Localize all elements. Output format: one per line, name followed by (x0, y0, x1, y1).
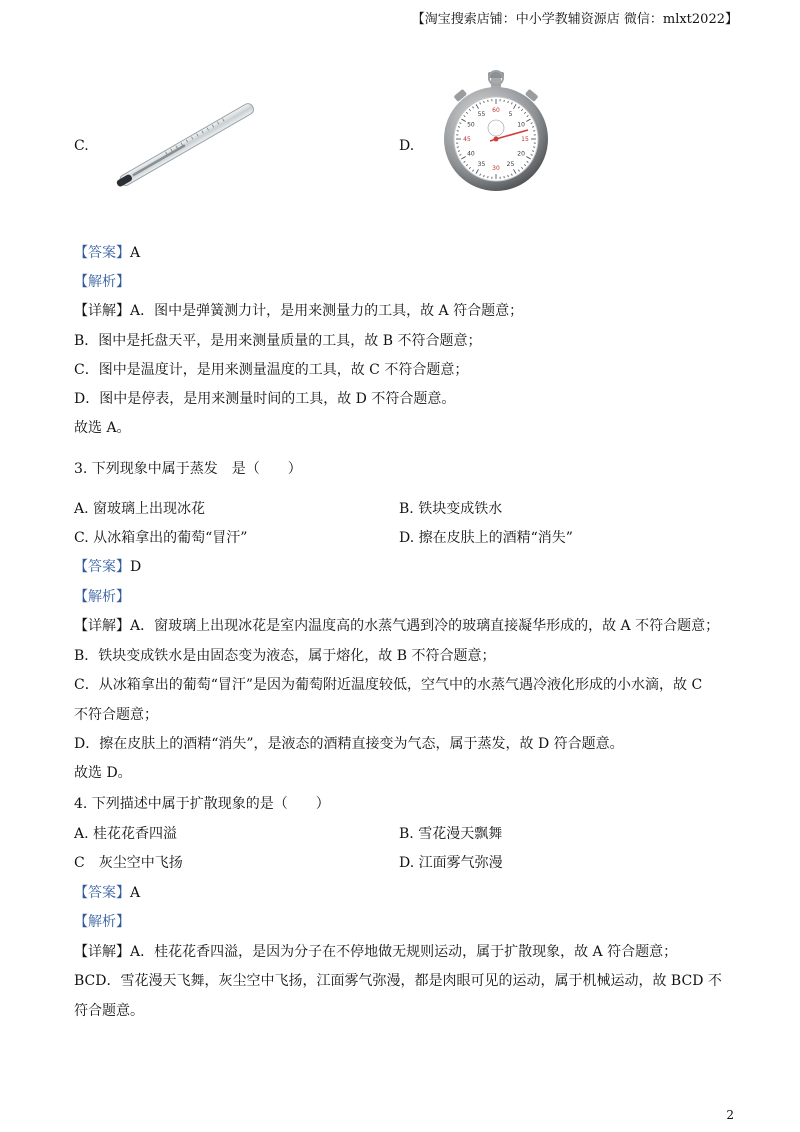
q4-analysis-label: 【解析】 (74, 914, 130, 930)
q4-option-a: A. 桂花花香四溢 (74, 826, 178, 842)
stopwatch-number: 55 (477, 110, 486, 118)
stopwatch-number: 60 (492, 107, 500, 114)
q3-detail-line: 不符合题意； (74, 707, 158, 723)
q2-detail-line: C．图中是温度计，是用来测量温度的工具，故 C 不符合题意； (74, 362, 469, 378)
q4-answer: 【答案】A (74, 885, 141, 901)
q4-detail-line: 【详解】A．桂花花香四溢，是因为分子在不停地做无规则运动，属于扩散现象，故 A 符合题意； (74, 944, 678, 960)
q3-answer: 【答案】D (74, 559, 142, 575)
q4-option-b: B. 雪花漫天飘舞 (399, 826, 503, 842)
stopwatch-number: 15 (521, 136, 529, 143)
stopwatch-number: 30 (492, 165, 500, 172)
q3-analysis-label: 【解析】 (74, 589, 130, 605)
q4-detail-line: BCD．雪花漫天飞舞，灰尘空中飞扬，江面雾气弥漫，都是肉眼可见的运动，属于机械运动，故 BCD 不 (74, 973, 722, 989)
q2-detail-line: B．图中是托盘天平，是用来测量质量的工具，故 B 不符合题意； (74, 333, 482, 349)
q4-stem: 4. 下列描述中属于扩散现象的是（ ） (74, 796, 330, 812)
thermometer-image (105, 95, 270, 195)
q4-option-c: C 灰尘空中飞扬 (74, 855, 183, 871)
q3-detail-line: B．铁块变成铁水是由固态变为液态，属于熔化，故 B 不符合题意； (74, 648, 496, 664)
stopwatch-number: 10 (517, 121, 525, 129)
stopwatch-number: 45 (463, 136, 471, 143)
q3-option-d: D. 擦在皮肤上的酒精“消失” (399, 530, 573, 546)
stopwatch-number: 50 (467, 121, 475, 129)
q2-analysis-label: 【解析】 (74, 274, 130, 290)
page-header: 【淘宝搜索店铺：中小学教辅资源店 微信：mlxt2022】 (411, 12, 738, 27)
stopwatch-number: 40 (467, 150, 475, 158)
page-number: 2 (726, 1108, 734, 1122)
q3-stem: 3. 下列现象中属于蒸发 是（ ） (74, 461, 302, 477)
stopwatch-number: 5 (508, 110, 513, 118)
q4-option-d: D. 江面雾气弥漫 (399, 855, 503, 871)
q2-detail-line: 故选 A。 (74, 420, 131, 436)
q3-detail-line: D．擦在皮肤上的酒精“消失”，是液态的酒精直接变为气态，属于蒸发，故 D 符合题意。 (74, 736, 624, 752)
q2-detail-line: D．图中是停表，是用来测量时间的工具，故 D 不符合题意。 (74, 391, 456, 407)
stopwatch-number: 20 (517, 150, 525, 158)
stopwatch-number: 25 (506, 161, 515, 169)
option-d-label: D. (399, 138, 415, 154)
stopwatch-number: 35 (477, 161, 486, 169)
q3-detail-line: C．从冰箱拿出的葡萄“冒汗”是因为葡萄附近温度较低，空气中的水蒸气遇冷液化形成的小水滴，故 C (74, 677, 703, 693)
q4-detail-line: 符合题意。 (74, 1003, 144, 1019)
q2-detail-line: 【详解】A．图中是弹簧测力计，是用来测量力的工具，故 A 符合题意； (74, 303, 524, 319)
q3-detail-line: 故选 D。 (74, 765, 132, 781)
q2-answer: 【答案】A (74, 245, 141, 261)
q3-option-a: A. 窗玻璃上出现冰花 (74, 501, 206, 517)
q3-option-b: B. 铁块变成铁水 (399, 501, 503, 517)
q3-option-c: C. 从冰箱拿出的葡萄“冒汗” (74, 530, 248, 546)
option-c-label: C. (74, 138, 89, 154)
stopwatch-image (440, 70, 552, 192)
q3-detail-line: 【详解】A．窗玻璃上出现冰花是室内温度高的水蒸气遇到冷的玻璃直接凝华形成的，故 A 不符合题意； (74, 618, 720, 634)
